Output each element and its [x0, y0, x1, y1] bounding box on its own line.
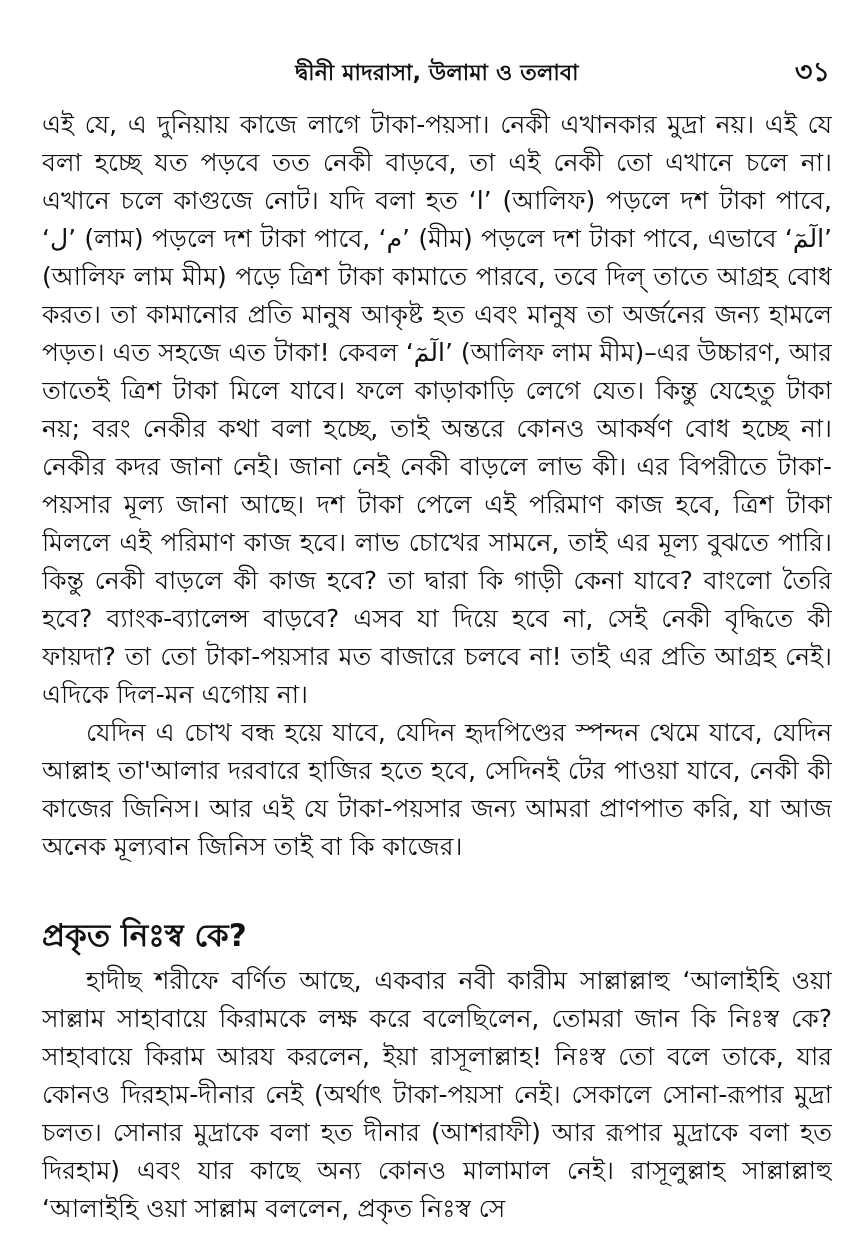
book-page [42, 52, 832, 1237]
section-heading: প্রকৃত নিঃস্ব কে? [42, 918, 247, 954]
section-paragraph: হাদীছ শরীফে বর্ণিত আছে, একবার নবী কারীম সাল্লাল্লাহু ‘আলাইহি ওয়া সাল্লাম সাহাবায়ে কিরামকে লক্ষ করে বলেছিলেন, তোমরা জান কি নিঃস্ব কে? সাহাবায়ে কিরাম আরয করলেন, ইয়া রাসূলাল্লাহ! নিঃস্ব তো বলে তাকে, যার কোনও দিরহাম-দীনার নেই (অর্থাৎ টাকা-পয়সা নেই। সেকালে সোনা-রূপার মুদ্রা চলত। সোনার মুদ্রাকে বলা হত দীনার (আশরাফী) আর রূপার মুদ্রাকে বলা হত দিরহাম) এবং যার কাছে অন্য কোনও মালামাল নেই। রাসূলুল্লাহ সাল্লাল্লাহু ‘আলাইহি ওয়া সাল্লাম বললেন, প্রকৃত নিঃস্ব সে [42, 966, 832, 1223]
running-title: দ্বীনী মাদরাসা, উলামা ও তলাবা [295, 61, 579, 86]
page-number: ৩১ [794, 57, 830, 88]
body-text [42, 106, 832, 1228]
running-header [42, 52, 832, 92]
paragraph-1: এই যে, এ দুনিয়ায় কাজে লাগে টাকা-পয়সা। নেকী এখানকার মুদ্রা নয়। এই যে বলা হচ্ছে যত পড়বে তত নেকী বাড়বে, তা এই নেকী তো এখানে চলে না। এখানে চলে কাগুজে নোট। যদি বলা হত ‘ا’ (আলিফ) পড়লে দশ টাকা পাবে, ‘ل’ (লাম) পড়লে দশ টাকা পাবে, ‘م’ (মীম) পড়লে দশ টাকা পাবে, এভাবে ‘الٓمٓ’ (আলিফ লাম মীম) পড়ে ত্রিশ টাকা কামাতে পারবে, তবে দিল্ তাতে আগ্রহ বোধ করত। তা কামানোর প্রতি মানুষ আকৃষ্ট হত এবং মানুষ তা অর্জনের জন্য হামলে পড়ত। এত সহজে এত টাকা! কেবল ‘الٓمٓ’ (আলিফ লাম মীম)–এর উচ্চারণ, আর তাতেই ত্রিশ টাকা মিলে যাবে। ফলে কাড়াকাড়ি লেগে যেত। কিন্তু যেহেতু টাকা নয়; বরং নেকীর কথা বলা হচ্ছে, তাই অন্তরে কোনও আকর্ষণ বোধ হচ্ছে না। নেকীর কদর জানা নেই। জানা নেই নেকী বাড়লে লাভ কী। এর বিপরীতে টাকা-পয়সার মূল্য জানা আছে। দশ টাকা পেলে এই পরিমাণ কাজ হবে, ত্রিশ টাকা মিললে এই পরিমাণ কাজ হবে। লাভ চোখের সামনে, তাই এর মূল্য বুঝতে পারি। কিন্তু নেকী বাড়লে কী কাজ হবে? তা দ্বারা কি গাড়ী কেনা যাবে? বাংলো তৈরি হবে? ব্যাংক-ব্যালেন্স বাড়বে? এসব যা দিয়ে হবে না, সেই নেকী বৃদ্ধিতে কী ফায়দা? তা তো টাকা-পয়সার মত বাজারে চলবে না! তাই এর প্রতি আগ্রহ নেই। এদিকে দিল-মন এগোয় না। [42, 110, 832, 709]
paragraph-2: যেদিন এ চোখ বন্ধ হয়ে যাবে, যেদিন হৃদপিণ্ডের স্পন্দন থেমে যাবে, যেদিন আল্লাহ তা'আলার দরবারে হাজির হতে হবে, সেদিনই টের পাওয়া যাবে, নেকী কী কাজের জিনিস। আর এই যে টাকা-পয়সার জন্য আমরা প্রাণপাত করি, যা আজ অনেক মূল্যবান জিনিস তাই বা কি কাজের। [42, 718, 832, 861]
